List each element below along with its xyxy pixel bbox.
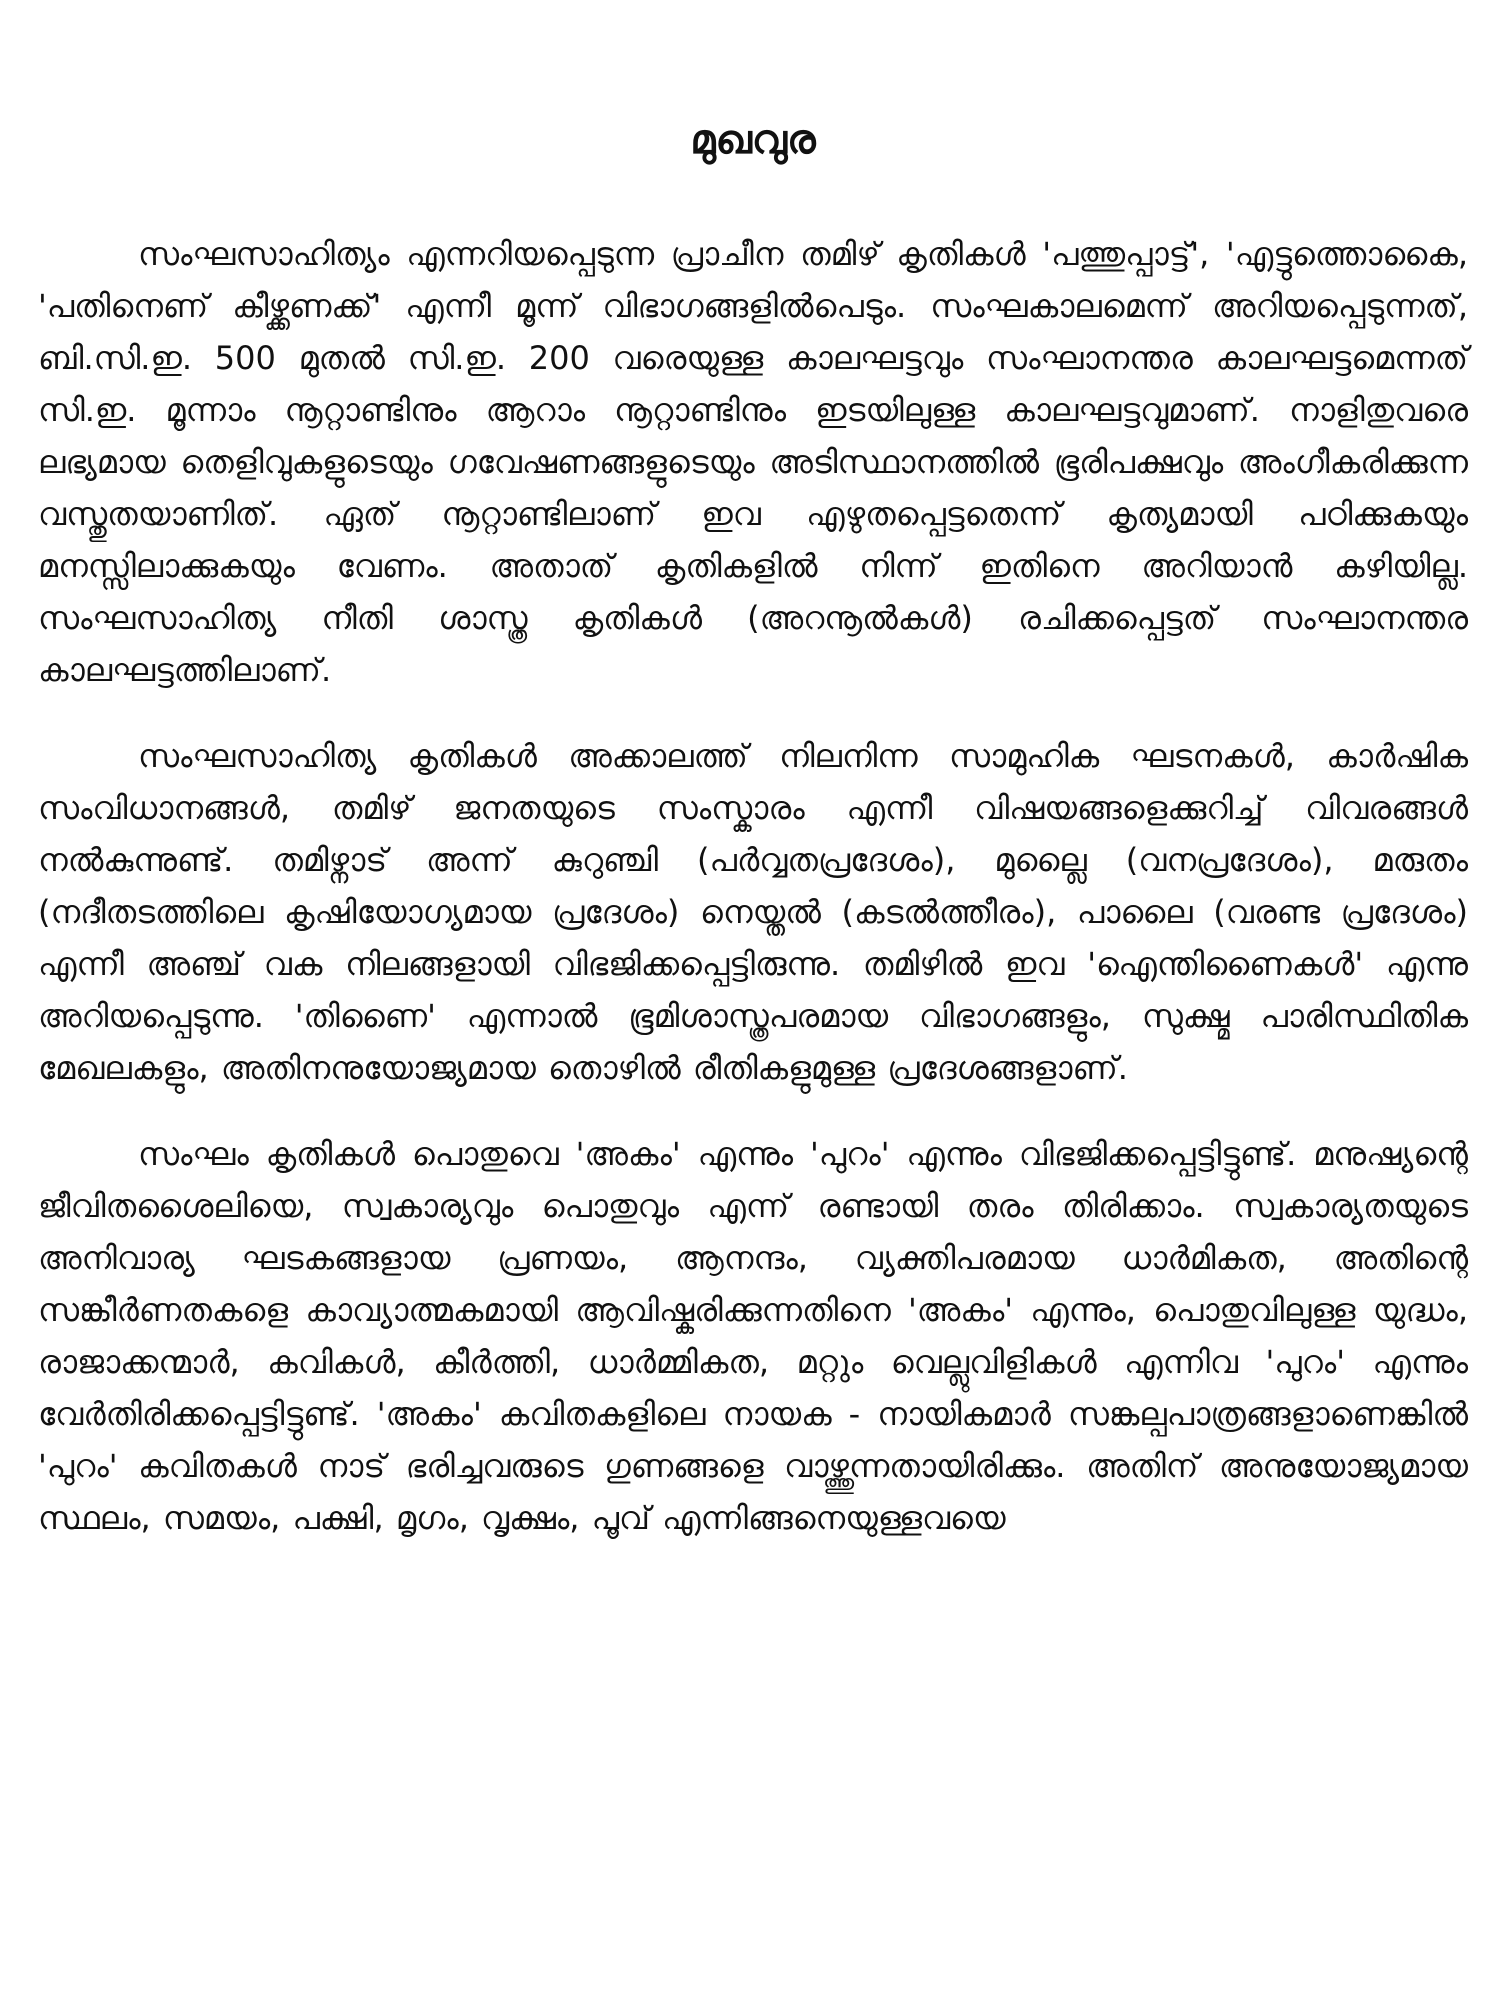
paragraph-2: സംഘസാഹിത്യ കൃതികൾ അക്കാലത്ത് നിലനിന്ന സാമുഹിക ഘടനകൾ, കാർഷിക സംവിധാനങ്ങൾ, തമിഴ് ജനതയുടെ സംസ്കാരം എന്നീ വിഷയങ്ങളെക്കുറിച്ച് വിവരങ്ങൾ നൽകുന്നുണ്ട്. തമിഴ്നാട് അന്ന് കുറുഞ്ചി (പർവ്വതപ്രദേശം), മുല്ലൈ (വനപ്രദേശം), മരുതം (നദീതടത്തിലെ കൃഷിയോഗ്യമായ പ്രദേശം) നെയ്തൽ (കടൽത്തീരം), പാലൈ (വരണ്ട പ്രദേശം) എന്നീ അഞ്ച് വക നിലങ്ങളായി വിഭജിക്കപ്പെട്ടിരുന്നു. തമിഴിൽ ഇവ 'ഐന്തിണൈകൾ' എന്നു അറിയപ്പെടുന്നു. 'തിണൈ' എന്നാൽ ഭൂമിശാസ്ത്രപരമായ വിഭാഗങ്ങളും, സുക്ഷ്മ പാരിസ്ഥിതിക മേഖലകളും, അതിനനുയോജ്യമായ തൊഴിൽ രീതികളുമുള്ള പ്രദേശങ്ങളാണ്. — [38, 737, 1468, 1087]
page-title: മുഖവുര — [690, 117, 816, 163]
paragraph-3: സംഘം കൃതികൾ പൊതുവെ 'അകം' എന്നും 'പുറം' എന്നും വിഭജിക്കപ്പെട്ടിട്ടുണ്ട്. മനുഷ്യന്റെ ജീവിതശൈലിയെ, സ്വകാര്യവും പൊതുവും എന്ന് രണ്ടായി തരം തിരിക്കാം. സ്വകാര്യതയുടെ അനിവാര്യ ഘടകങ്ങളായ പ്രണയം, ആനന്ദം, വ്യക്തിപരമായ ധാർമികത, അതിന്റെ സങ്കീർണതകളെ കാവ്യാത്മകമായി ആവിഷ്കരിക്കുന്നതിനെ 'അകം' എന്നും, പൊതുവിലുള്ള യുദ്ധം, രാജാക്കന്മാർ, കവികൾ, കീർത്തി, ധാർമ്മികത, മറ്റും വെല്ലുവിളികൾ എന്നിവ 'പുറം' എന്നും വേർതിരിക്കപ്പെട്ടിട്ടുണ്ട്. 'അകം' കവിതകളിലെ നായക - നായികമാർ സങ്കല്പപാത്രങ്ങളാണെങ്കിൽ 'പുറം' കവിതകൾ നാട് ഭരിച്ചവരുടെ ഗുണങ്ങളെ വാഴ്ത്തുന്നതായിരിക്കും. അതിന് അനുയോജ്യമായ സ്ഥലം, സമയം, പക്ഷി, മൃഗം, വൃക്ഷം, പൂവ് എന്നിങ്ങനെയുള്ളവയെ — [38, 1135, 1468, 1537]
paragraph-1: സംഘസാഹിത്യം എന്നറിയപ്പെടുന്ന പ്രാചീന തമിഴ് കൃതികൾ 'പത്തുപ്പാട്ട്', 'എട്ടുത്തൊകൈ, 'പതിനെണ് കീഴ്ക്കണക്ക്' എന്നീ മൂന്ന് വിഭാഗങ്ങളിൽപെടും. സംഘകാലമെന്ന് അറിയപ്പെടുന്നത്, ബി.സി.ഇ. 500 മുതൽ സി.ഇ. 200 വരെയുള്ള കാലഘട്ടവും സംഘാനന്തര കാലഘട്ടമെന്നത് സി.ഇ. മൂന്നാം നൂറ്റാണ്ടിനും ആറാം നൂറ്റാണ്ടിനും ഇടയിലുള്ള കാലഘട്ടവുമാണ്. നാളിതുവരെ ലഭ്യമായ തെളിവുകളുടെയും ഗവേഷണങ്ങളുടെയും അടിസ്ഥാനത്തിൽ ഭൂരിപക്ഷവും അംഗീകരിക്കുന്ന വസ്തുതയാണിത്. ഏത് നൂറ്റാണ്ടിലാണ് ഇവ എഴുതപ്പെട്ടതെന്ന് കൃത്യമായി പഠിക്കുകയും മനസ്സിലാക്കുകയും വേണം. അതാത് കൃതികളിൽ നിന്ന് ഇതിനെ അറിയാൻ കഴിയില്ല. സംഘസാഹിത്യ നീതി ശാസ്ത്ര കൃതികൾ (അറനൂൽകൾ) രചിക്കപ്പെട്ടത് സംഘാനന്തര കാലഘട്ടത്തിലാണ്. — [38, 235, 1468, 689]
